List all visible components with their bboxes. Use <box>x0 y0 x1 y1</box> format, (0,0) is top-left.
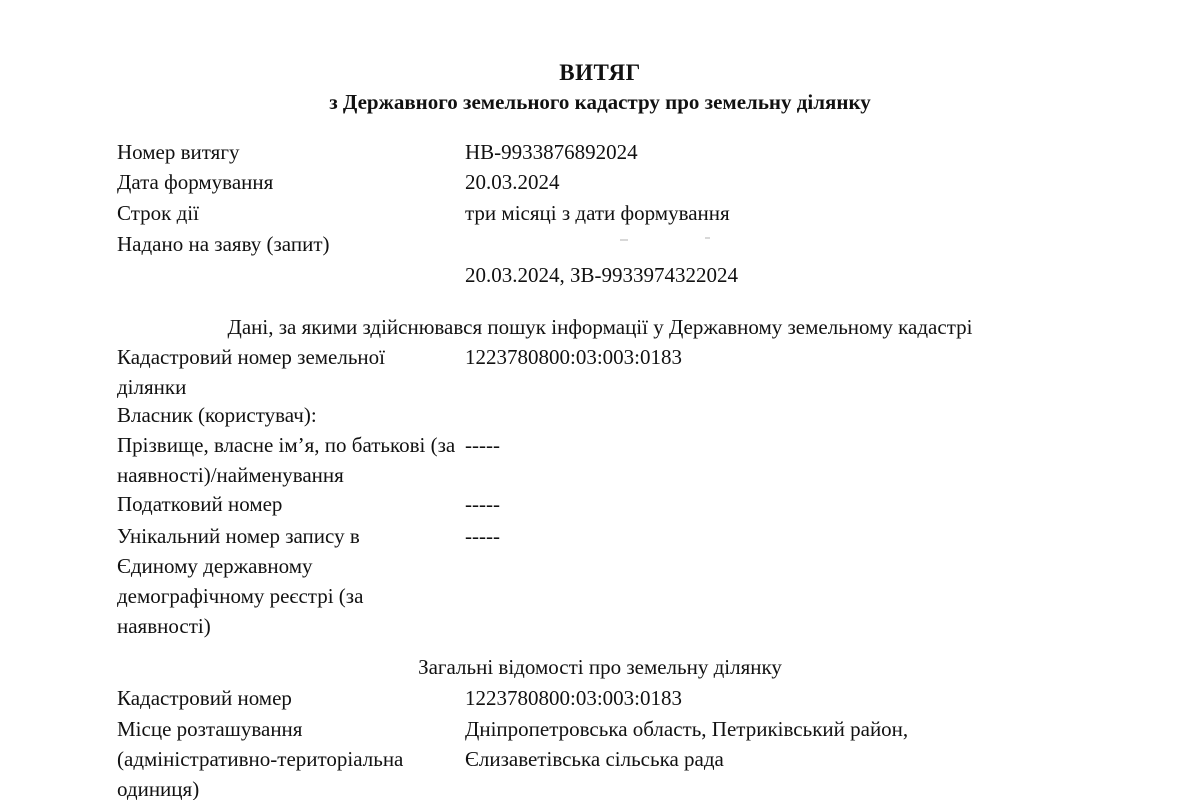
owner-name-label: Прізвище, власне ім’я, по батькові (за наявності)/найменування <box>117 433 456 487</box>
tax-number-label: Податковий номер <box>117 492 283 516</box>
validity-period-label: Строк дії <box>117 201 199 225</box>
search-cadastral-value: 1223780800:03:003:0183 <box>465 345 683 369</box>
validity-period-value: три місяці з дати формування <box>465 201 730 225</box>
cadastral-number-value: 1223780800:03:003:0183 <box>465 686 683 710</box>
cadastral-number-label: Кадастровий номер <box>117 686 292 710</box>
location-label: Місце розташування (адміністративно-територіальна одиниця) <box>117 717 404 800</box>
search-section-heading: Дані, за якими здійснювався пошук інформації у Державному земельному кадастрі <box>227 315 973 339</box>
extract-number-label: Номер витягу <box>117 140 240 164</box>
document-subtitle: з Державного земельного кадастру про земельну ділянку <box>329 90 871 114</box>
document-title: ВИТЯГ <box>559 60 641 85</box>
location-value: Дніпропетровська область, Петриківський район, Єлизаветівська сільська рада <box>465 717 909 771</box>
owner-name-value: ----- <box>465 433 500 457</box>
extract-number-value: НВ-9933876892024 <box>465 140 638 164</box>
request-details-value: 20.03.2024, ЗВ-9933974322024 <box>465 263 739 287</box>
search-cadastral-label: Кадастровий номер земельної ділянки <box>117 345 386 399</box>
demographic-register-label: Унікальний номер запису в Єдиному державному демографічному реєстрі (за наявності) <box>117 524 364 638</box>
tax-number-value: ----- <box>465 492 500 516</box>
formation-date-value: 20.03.2024 <box>465 170 560 194</box>
request-label: Надано на заяву (запит) <box>117 232 330 256</box>
general-section-heading: Загальні відомості про земельну ділянку <box>418 655 782 679</box>
formation-date-label: Дата формування <box>117 170 274 194</box>
demographic-register-value: ----- <box>465 524 500 548</box>
redaction-mark <box>705 237 710 239</box>
owner-label: Власник (користувач): <box>117 403 317 427</box>
redaction-mark <box>620 239 628 241</box>
